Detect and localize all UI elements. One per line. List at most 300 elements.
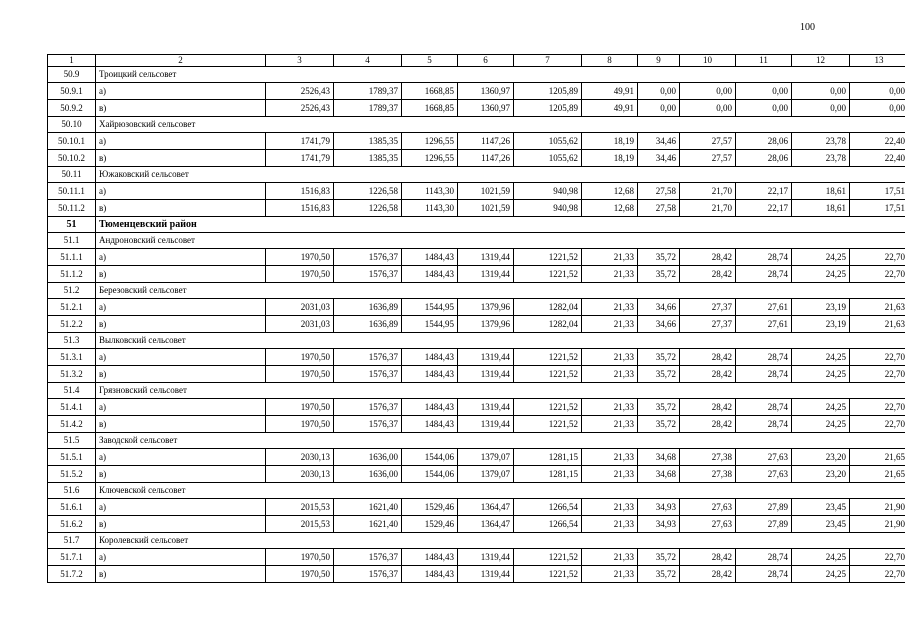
value-cell: 23,78 <box>792 150 850 167</box>
section-row <box>48 333 905 349</box>
row-code: 50.11.1 <box>48 183 96 200</box>
value-cell: 22,70 <box>850 249 905 266</box>
value-cell: 21,33 <box>582 366 638 383</box>
value-cell: 0,00 <box>792 83 850 100</box>
table-row <box>48 549 905 566</box>
value-cell: 28,42 <box>680 366 736 383</box>
header-cell: 1 <box>48 55 96 67</box>
table-row <box>48 449 905 466</box>
value-cell: 21,33 <box>582 466 638 483</box>
value-cell: 18,19 <box>582 150 638 167</box>
value-cell: 1576,37 <box>334 349 402 366</box>
value-cell: 0,00 <box>680 100 736 117</box>
value-cell: 1576,37 <box>334 399 402 416</box>
value-cell: 1385,35 <box>334 133 402 150</box>
value-cell: 28,42 <box>680 416 736 433</box>
value-cell: 1319,44 <box>458 266 514 283</box>
row-code: 51.4.1 <box>48 399 96 416</box>
header-row <box>48 55 905 67</box>
header-cell: 8 <box>582 55 638 67</box>
value-cell: 24,25 <box>792 549 850 566</box>
value-cell: 27,89 <box>736 499 792 516</box>
row-code: 51.1.2 <box>48 266 96 283</box>
value-cell: 1970,50 <box>266 549 334 566</box>
value-cell: 21,33 <box>582 266 638 283</box>
value-cell: 27,57 <box>680 150 736 167</box>
value-cell: 17,51 <box>850 183 905 200</box>
value-cell: 1484,43 <box>402 549 458 566</box>
value-cell: 1484,43 <box>402 566 458 583</box>
row-label: в) <box>96 150 266 167</box>
value-cell: 1296,55 <box>402 150 458 167</box>
value-cell: 21,33 <box>582 399 638 416</box>
row-code: 51 <box>48 217 96 233</box>
value-cell: 34,66 <box>638 316 680 333</box>
value-cell: 0,00 <box>792 100 850 117</box>
value-cell: 35,72 <box>638 266 680 283</box>
value-cell: 21,33 <box>582 416 638 433</box>
value-cell: 27,61 <box>736 316 792 333</box>
value-cell: 1789,37 <box>334 100 402 117</box>
section-name: Ключевской сельсовет <box>96 483 905 499</box>
value-cell: 1576,37 <box>334 416 402 433</box>
value-cell: 35,72 <box>638 399 680 416</box>
value-cell: 2015,53 <box>266 499 334 516</box>
value-cell: 2030,13 <box>266 466 334 483</box>
row-label: в) <box>96 366 266 383</box>
value-cell: 27,57 <box>680 133 736 150</box>
value-cell: 21,65 <box>850 466 905 483</box>
value-cell: 1789,37 <box>334 83 402 100</box>
section-name: Вылковский сельсовет <box>96 333 905 349</box>
value-cell: 2031,03 <box>266 299 334 316</box>
row-label: а) <box>96 183 266 200</box>
value-cell: 1484,43 <box>402 249 458 266</box>
value-cell: 35,72 <box>638 366 680 383</box>
value-cell: 1364,47 <box>458 499 514 516</box>
row-label: в) <box>96 466 266 483</box>
row-code: 50.11.2 <box>48 200 96 217</box>
value-cell: 28,42 <box>680 266 736 283</box>
value-cell: 1221,52 <box>514 366 582 383</box>
row-code: 51.4.2 <box>48 416 96 433</box>
value-cell: 34,46 <box>638 133 680 150</box>
row-code: 51.2.2 <box>48 316 96 333</box>
value-cell: 1544,06 <box>402 466 458 483</box>
value-cell: 23,45 <box>792 516 850 533</box>
value-cell: 23,19 <box>792 299 850 316</box>
value-cell: 21,33 <box>582 249 638 266</box>
value-cell: 1266,54 <box>514 499 582 516</box>
value-cell: 1516,83 <box>266 200 334 217</box>
value-cell: 18,19 <box>582 133 638 150</box>
row-label: а) <box>96 349 266 366</box>
value-cell: 1360,97 <box>458 100 514 117</box>
value-cell: 1266,54 <box>514 516 582 533</box>
section-name: Андроновский сельсовет <box>96 233 905 249</box>
header-cell: 11 <box>736 55 792 67</box>
value-cell: 27,89 <box>736 516 792 533</box>
value-cell: 22,70 <box>850 549 905 566</box>
table-row <box>48 416 905 433</box>
value-cell: 1970,50 <box>266 399 334 416</box>
value-cell: 21,33 <box>582 516 638 533</box>
table-row <box>48 316 905 333</box>
value-cell: 49,91 <box>582 83 638 100</box>
value-cell: 21,70 <box>680 200 736 217</box>
value-cell: 21,90 <box>850 516 905 533</box>
district-row <box>48 217 905 233</box>
value-cell: 1226,58 <box>334 183 402 200</box>
value-cell: 1221,52 <box>514 549 582 566</box>
row-code: 51.7.1 <box>48 549 96 566</box>
value-cell: 1221,52 <box>514 399 582 416</box>
value-cell: 28,06 <box>736 133 792 150</box>
table-row <box>48 466 905 483</box>
value-cell: 1385,35 <box>334 150 402 167</box>
value-cell: 34,68 <box>638 466 680 483</box>
value-cell: 1360,97 <box>458 83 514 100</box>
value-cell: 1741,79 <box>266 150 334 167</box>
row-code: 51.2.1 <box>48 299 96 316</box>
section-row <box>48 283 905 299</box>
section-name: Хайрюзовский сельсовет <box>96 117 905 133</box>
value-cell: 1970,50 <box>266 366 334 383</box>
header-cell: 2 <box>96 55 266 67</box>
value-cell: 21,33 <box>582 566 638 583</box>
value-cell: 1544,95 <box>402 316 458 333</box>
value-cell: 17,51 <box>850 200 905 217</box>
value-cell: 21,33 <box>582 549 638 566</box>
row-code: 50.9 <box>48 67 96 83</box>
value-cell: 1970,50 <box>266 566 334 583</box>
value-cell: 35,72 <box>638 566 680 583</box>
row-code: 51.2 <box>48 283 96 299</box>
row-code: 50.10.1 <box>48 133 96 150</box>
row-code: 51.3.2 <box>48 366 96 383</box>
value-cell: 24,25 <box>792 366 850 383</box>
value-cell: 1021,59 <box>458 200 514 217</box>
value-cell: 21,90 <box>850 499 905 516</box>
table-body <box>48 67 905 583</box>
value-cell: 1143,30 <box>402 200 458 217</box>
value-cell: 28,74 <box>736 566 792 583</box>
value-cell: 1636,00 <box>334 449 402 466</box>
section-row <box>48 433 905 449</box>
value-cell: 940,98 <box>514 183 582 200</box>
value-cell: 27,63 <box>680 516 736 533</box>
value-cell: 21,70 <box>680 183 736 200</box>
value-cell: 1296,55 <box>402 133 458 150</box>
value-cell: 1529,46 <box>402 499 458 516</box>
value-cell: 0,00 <box>638 83 680 100</box>
section-name: Южаковский сельсовет <box>96 167 905 183</box>
value-cell: 2031,03 <box>266 316 334 333</box>
value-cell: 1147,26 <box>458 133 514 150</box>
value-cell: 1282,04 <box>514 299 582 316</box>
value-cell: 18,61 <box>792 200 850 217</box>
value-cell: 21,33 <box>582 299 638 316</box>
row-code: 51.7.2 <box>48 566 96 583</box>
value-cell: 1205,89 <box>514 83 582 100</box>
value-cell: 1970,50 <box>266 349 334 366</box>
value-cell: 24,25 <box>792 399 850 416</box>
value-cell: 18,61 <box>792 183 850 200</box>
table-row <box>48 150 905 167</box>
value-cell: 28,42 <box>680 349 736 366</box>
value-cell: 34,66 <box>638 299 680 316</box>
value-cell: 27,38 <box>680 449 736 466</box>
value-cell: 1576,37 <box>334 366 402 383</box>
value-cell: 1484,43 <box>402 366 458 383</box>
value-cell: 28,74 <box>736 266 792 283</box>
section-name: Королевский сельсовет <box>96 533 905 549</box>
row-code: 50.9.1 <box>48 83 96 100</box>
row-code: 50.9.2 <box>48 100 96 117</box>
row-code: 51.6.2 <box>48 516 96 533</box>
value-cell: 28,42 <box>680 249 736 266</box>
value-cell: 2526,43 <box>266 100 334 117</box>
value-cell: 22,17 <box>736 183 792 200</box>
value-cell: 1319,44 <box>458 416 514 433</box>
header-cell: 9 <box>638 55 680 67</box>
value-cell: 1576,37 <box>334 549 402 566</box>
section-row <box>48 167 905 183</box>
row-code: 51.1 <box>48 233 96 249</box>
value-cell: 22,70 <box>850 349 905 366</box>
table-row <box>48 83 905 100</box>
value-cell: 940,98 <box>514 200 582 217</box>
value-cell: 21,63 <box>850 299 905 316</box>
value-cell: 1281,15 <box>514 466 582 483</box>
value-cell: 1147,26 <box>458 150 514 167</box>
table-row <box>48 399 905 416</box>
header-cell: 3 <box>266 55 334 67</box>
value-cell: 1319,44 <box>458 349 514 366</box>
section-name: Березовский сельсовет <box>96 283 905 299</box>
value-cell: 1282,04 <box>514 316 582 333</box>
header-cell: 12 <box>792 55 850 67</box>
value-cell: 28,74 <box>736 399 792 416</box>
value-cell: 23,45 <box>792 499 850 516</box>
section-row <box>48 233 905 249</box>
value-cell: 23,20 <box>792 466 850 483</box>
value-cell: 1379,96 <box>458 316 514 333</box>
value-cell: 28,74 <box>736 249 792 266</box>
row-code: 51.5.2 <box>48 466 96 483</box>
value-cell: 2526,43 <box>266 83 334 100</box>
value-cell: 1516,83 <box>266 183 334 200</box>
value-cell: 27,63 <box>736 449 792 466</box>
value-cell: 27,38 <box>680 466 736 483</box>
value-cell: 1226,58 <box>334 200 402 217</box>
value-cell: 23,19 <box>792 316 850 333</box>
row-label: в) <box>96 316 266 333</box>
value-cell: 28,74 <box>736 349 792 366</box>
row-label: а) <box>96 399 266 416</box>
table-row <box>48 299 905 316</box>
value-cell: 21,33 <box>582 316 638 333</box>
value-cell: 24,25 <box>792 566 850 583</box>
value-cell: 27,37 <box>680 316 736 333</box>
section-row <box>48 383 905 399</box>
section-row <box>48 533 905 549</box>
value-cell: 0,00 <box>850 100 905 117</box>
row-code: 51.3 <box>48 333 96 349</box>
value-cell: 28,42 <box>680 399 736 416</box>
value-cell: 2030,13 <box>266 449 334 466</box>
value-cell: 23,78 <box>792 133 850 150</box>
row-label: а) <box>96 549 266 566</box>
table-row <box>48 516 905 533</box>
value-cell: 35,72 <box>638 549 680 566</box>
value-cell: 1484,43 <box>402 399 458 416</box>
value-cell: 24,25 <box>792 249 850 266</box>
value-cell: 12,68 <box>582 200 638 217</box>
header-cell: 13 <box>850 55 905 67</box>
value-cell: 1319,44 <box>458 249 514 266</box>
table-row <box>48 566 905 583</box>
row-code: 50.10.2 <box>48 150 96 167</box>
value-cell: 0,00 <box>850 83 905 100</box>
value-cell: 1221,52 <box>514 566 582 583</box>
value-cell: 22,70 <box>850 566 905 583</box>
header-cell: 10 <box>680 55 736 67</box>
value-cell: 1221,52 <box>514 349 582 366</box>
row-code: 51.3.1 <box>48 349 96 366</box>
value-cell: 1544,95 <box>402 299 458 316</box>
section-name: Заводской сельсовет <box>96 433 905 449</box>
row-label: а) <box>96 133 266 150</box>
section-name: Троицкий сельсовет <box>96 67 905 83</box>
value-cell: 12,68 <box>582 183 638 200</box>
value-cell: 24,25 <box>792 266 850 283</box>
value-cell: 1143,30 <box>402 183 458 200</box>
value-cell: 1668,85 <box>402 100 458 117</box>
value-cell: 27,63 <box>736 466 792 483</box>
value-cell: 28,42 <box>680 566 736 583</box>
value-cell: 21,33 <box>582 349 638 366</box>
value-cell: 21,63 <box>850 316 905 333</box>
value-cell: 35,72 <box>638 349 680 366</box>
value-cell: 1379,96 <box>458 299 514 316</box>
value-cell: 35,72 <box>638 249 680 266</box>
row-code: 51.6 <box>48 483 96 499</box>
table-row <box>48 100 905 117</box>
value-cell: 1529,46 <box>402 516 458 533</box>
value-cell: 28,74 <box>736 549 792 566</box>
table-row <box>48 133 905 150</box>
value-cell: 1970,50 <box>266 249 334 266</box>
value-cell: 1319,44 <box>458 399 514 416</box>
row-code: 51.7 <box>48 533 96 549</box>
value-cell: 28,42 <box>680 549 736 566</box>
value-cell: 1221,52 <box>514 266 582 283</box>
value-cell: 0,00 <box>638 100 680 117</box>
tariff-table <box>47 54 905 583</box>
value-cell: 1221,52 <box>514 249 582 266</box>
value-cell: 1055,62 <box>514 150 582 167</box>
value-cell: 1055,62 <box>514 133 582 150</box>
table-row <box>48 366 905 383</box>
section-row <box>48 67 905 83</box>
row-label: а) <box>96 249 266 266</box>
value-cell: 23,20 <box>792 449 850 466</box>
value-cell: 27,58 <box>638 183 680 200</box>
row-code: 51.5.1 <box>48 449 96 466</box>
value-cell: 0,00 <box>736 100 792 117</box>
value-cell: 1576,37 <box>334 566 402 583</box>
table-row <box>48 499 905 516</box>
value-cell: 49,91 <box>582 100 638 117</box>
section-row <box>48 483 905 499</box>
value-cell: 22,70 <box>850 366 905 383</box>
value-cell: 1221,52 <box>514 416 582 433</box>
value-cell: 28,74 <box>736 366 792 383</box>
value-cell: 2015,53 <box>266 516 334 533</box>
value-cell: 22,40 <box>850 133 905 150</box>
value-cell: 34,68 <box>638 449 680 466</box>
value-cell: 1484,43 <box>402 266 458 283</box>
value-cell: 21,65 <box>850 449 905 466</box>
value-cell: 27,58 <box>638 200 680 217</box>
value-cell: 1205,89 <box>514 100 582 117</box>
value-cell: 22,70 <box>850 399 905 416</box>
row-code: 51.6.1 <box>48 499 96 516</box>
value-cell: 1319,44 <box>458 549 514 566</box>
value-cell: 35,72 <box>638 416 680 433</box>
value-cell: 1484,43 <box>402 416 458 433</box>
row-label: в) <box>96 416 266 433</box>
value-cell: 22,17 <box>736 200 792 217</box>
row-label: в) <box>96 100 266 117</box>
section-name: Грязновский сельсовет <box>96 383 905 399</box>
value-cell: 24,25 <box>792 416 850 433</box>
value-cell: 1319,44 <box>458 566 514 583</box>
value-cell: 1636,89 <box>334 316 402 333</box>
value-cell: 1970,50 <box>266 266 334 283</box>
table-row <box>48 183 905 200</box>
value-cell: 1621,40 <box>334 499 402 516</box>
row-label: а) <box>96 83 266 100</box>
value-cell: 34,93 <box>638 499 680 516</box>
table-row <box>48 349 905 366</box>
row-code: 50.10 <box>48 117 96 133</box>
district-name: Тюменцевский район <box>96 217 905 233</box>
table-row <box>48 266 905 283</box>
row-label: в) <box>96 516 266 533</box>
value-cell: 1636,00 <box>334 466 402 483</box>
row-code: 51.5 <box>48 433 96 449</box>
value-cell: 1576,37 <box>334 266 402 283</box>
row-label: в) <box>96 200 266 217</box>
row-label: а) <box>96 299 266 316</box>
value-cell: 1544,06 <box>402 449 458 466</box>
value-cell: 1364,47 <box>458 516 514 533</box>
value-cell: 1970,50 <box>266 416 334 433</box>
page-number: 100 <box>800 22 815 33</box>
value-cell: 0,00 <box>680 83 736 100</box>
value-cell: 22,40 <box>850 150 905 167</box>
value-cell: 27,37 <box>680 299 736 316</box>
value-cell: 1741,79 <box>266 133 334 150</box>
value-cell: 1636,89 <box>334 299 402 316</box>
row-label: в) <box>96 266 266 283</box>
value-cell: 27,61 <box>736 299 792 316</box>
value-cell: 21,33 <box>582 499 638 516</box>
value-cell: 0,00 <box>736 83 792 100</box>
row-label: в) <box>96 566 266 583</box>
